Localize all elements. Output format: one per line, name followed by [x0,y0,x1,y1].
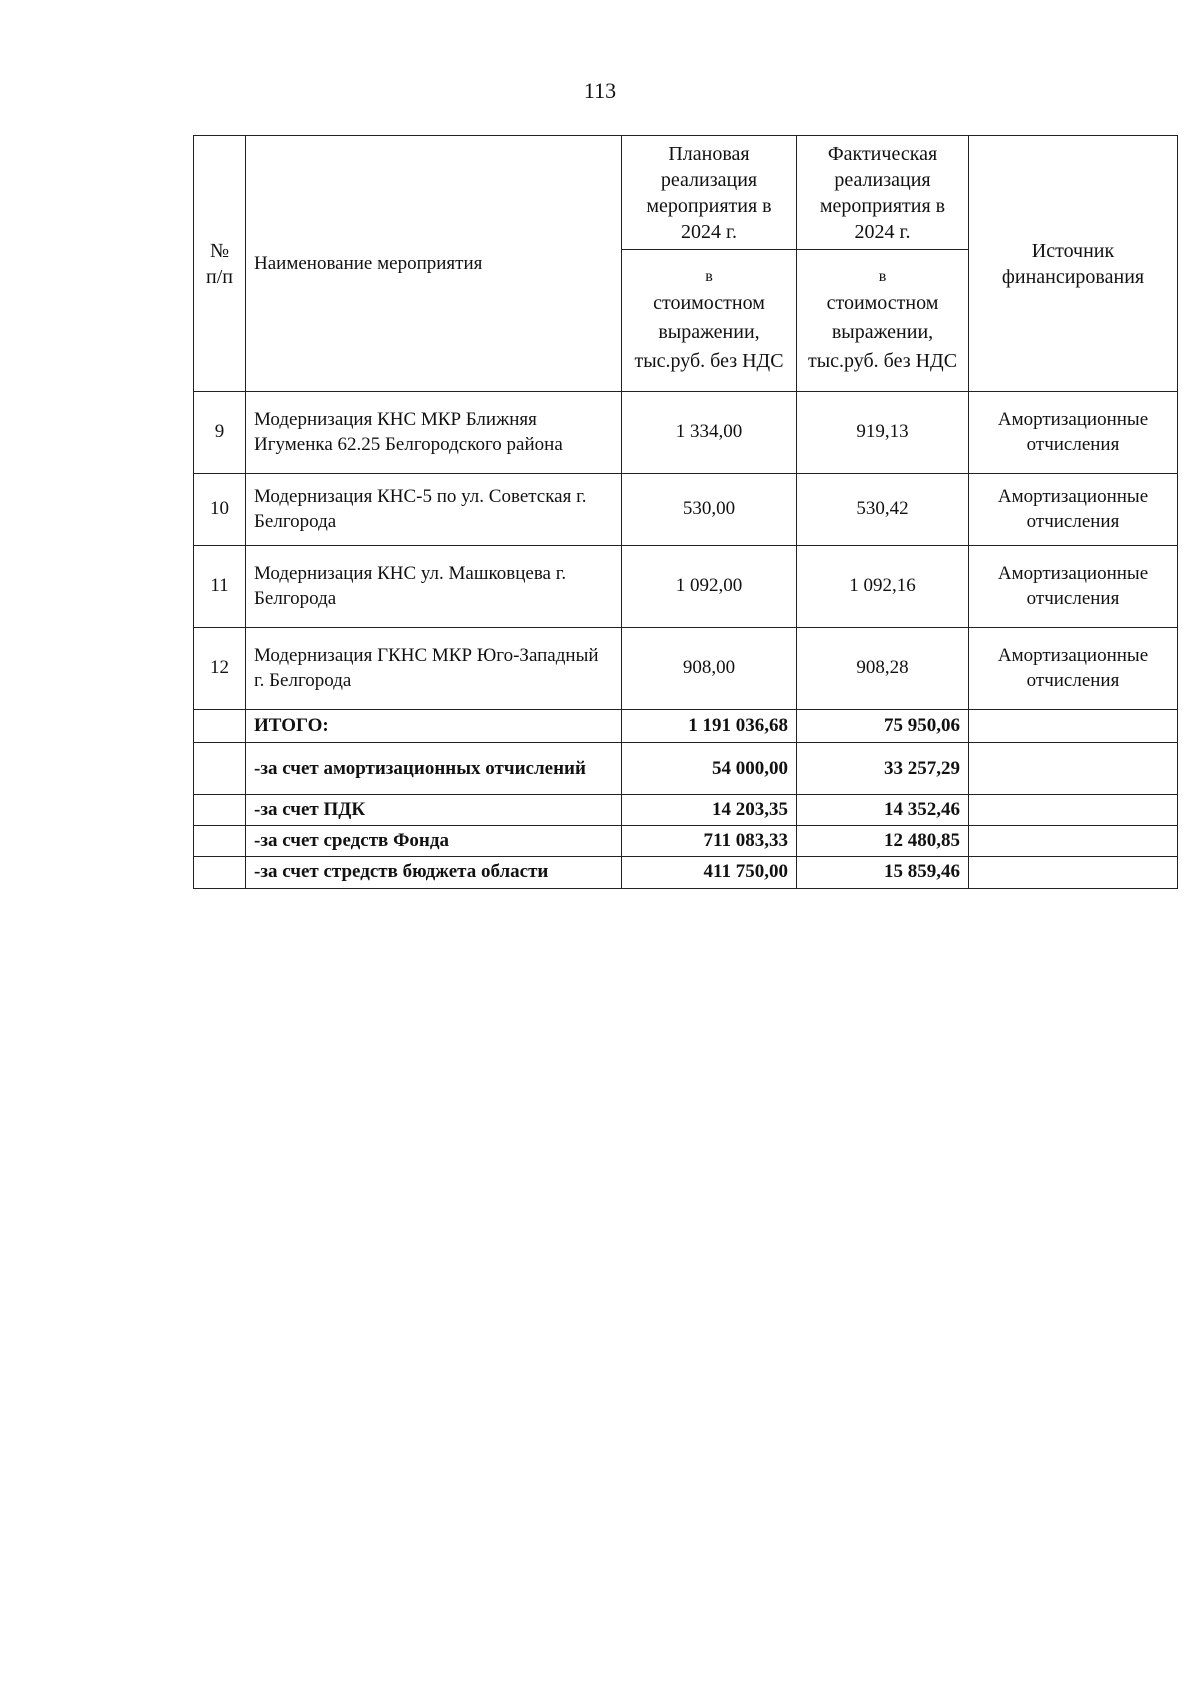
subtotal-row [194,743,1178,795]
row-source: Амортизационные отчисления [969,474,1178,546]
row-num: 10 [194,474,246,546]
subheader-fact-text: стоимостном выражении, тыс.руб. без НДС [807,291,958,372]
row-fact: 1 092,16 [797,546,969,628]
header-source: Источник финансирования [969,136,1178,392]
row-plan: 1 334,00 [622,392,797,474]
total-plan: 1 191 036,68 [622,710,797,743]
subtotal-row [194,825,1178,856]
row-name: Модернизация КНС ул. Машковцева г. Белгорода [246,546,622,628]
total-num [194,710,246,743]
row-plan: 530,00 [622,474,797,546]
header-plan: Плановая реализация мероприятия в 2024 г. [622,136,797,250]
row-fact: 908,28 [797,628,969,710]
subtotal-label: -за счет амортизационных отчислений [246,743,622,795]
subheader-plan-text: стоимостном выражении, тыс.руб. без НДС [634,291,784,372]
header-row [194,136,1178,250]
row-source: Амортизационные отчисления [969,546,1178,628]
row-fact: 530,42 [797,474,969,546]
header-name: Наименование мероприятия [246,136,622,392]
subheader-plan-letter: в [705,268,713,286]
subtotal-num [194,743,246,795]
subtotal-label: -за счет стредств бюджета области [246,856,622,888]
subheader-fact-letter: в [878,268,887,286]
subheader-plan [622,250,797,392]
row-source: Амортизационные отчисления [969,392,1178,474]
subtotal-row [194,856,1178,888]
row-num: 12 [194,628,246,710]
total-row [194,710,1178,743]
subtotal-fact: 14 352,46 [797,795,969,826]
subtotal-label: -за счет средств Фонда [246,825,622,856]
row-fact: 919,13 [797,392,969,474]
row-num: 9 [194,392,246,474]
table-row [194,392,1178,474]
subtotal-plan: 411 750,00 [622,856,797,888]
row-name: Модернизация КНС МКР Ближняя Игуменка 62.25 Белгородского района [246,392,622,474]
header-fact: Фактическая реализация мероприятия в 2024 г. [797,136,969,250]
row-name: Модернизация КНС-5 по ул. Советская г. Белгорода [246,474,622,546]
subtotal-source [969,825,1178,856]
subtotal-row [194,795,1178,826]
total-fact: 75 950,06 [797,710,969,743]
row-name: Модернизация ГКНС МКР Юго-Западный г. Белгорода [246,628,622,710]
row-plan: 908,00 [622,628,797,710]
table-row [194,546,1178,628]
report-table [193,135,1178,889]
page-number: 113 [583,78,617,103]
subtotal-fact: 15 859,46 [797,856,969,888]
row-num: 11 [194,546,246,628]
subtotal-source [969,743,1178,795]
row-plan: 1 092,00 [622,546,797,628]
subtotal-plan: 14 203,35 [622,795,797,826]
header-num: № п/п [194,136,246,392]
row-source: Амортизационные отчисления [969,628,1178,710]
subtotal-num [194,825,246,856]
subtotal-label: -за счет ПДК [246,795,622,826]
subtotal-fact: 33 257,29 [797,743,969,795]
total-label: ИТОГО: [246,710,622,743]
subtotal-source [969,795,1178,826]
total-source [969,710,1178,743]
subtotal-plan: 54 000,00 [622,743,797,795]
table-row [194,474,1178,546]
subtotal-plan: 711 083,33 [622,825,797,856]
table-row [194,628,1178,710]
subtotal-fact: 12 480,85 [797,825,969,856]
subtotal-num [194,856,246,888]
subtotal-source [969,856,1178,888]
subheader-fact [797,250,969,392]
subtotal-num [194,795,246,826]
